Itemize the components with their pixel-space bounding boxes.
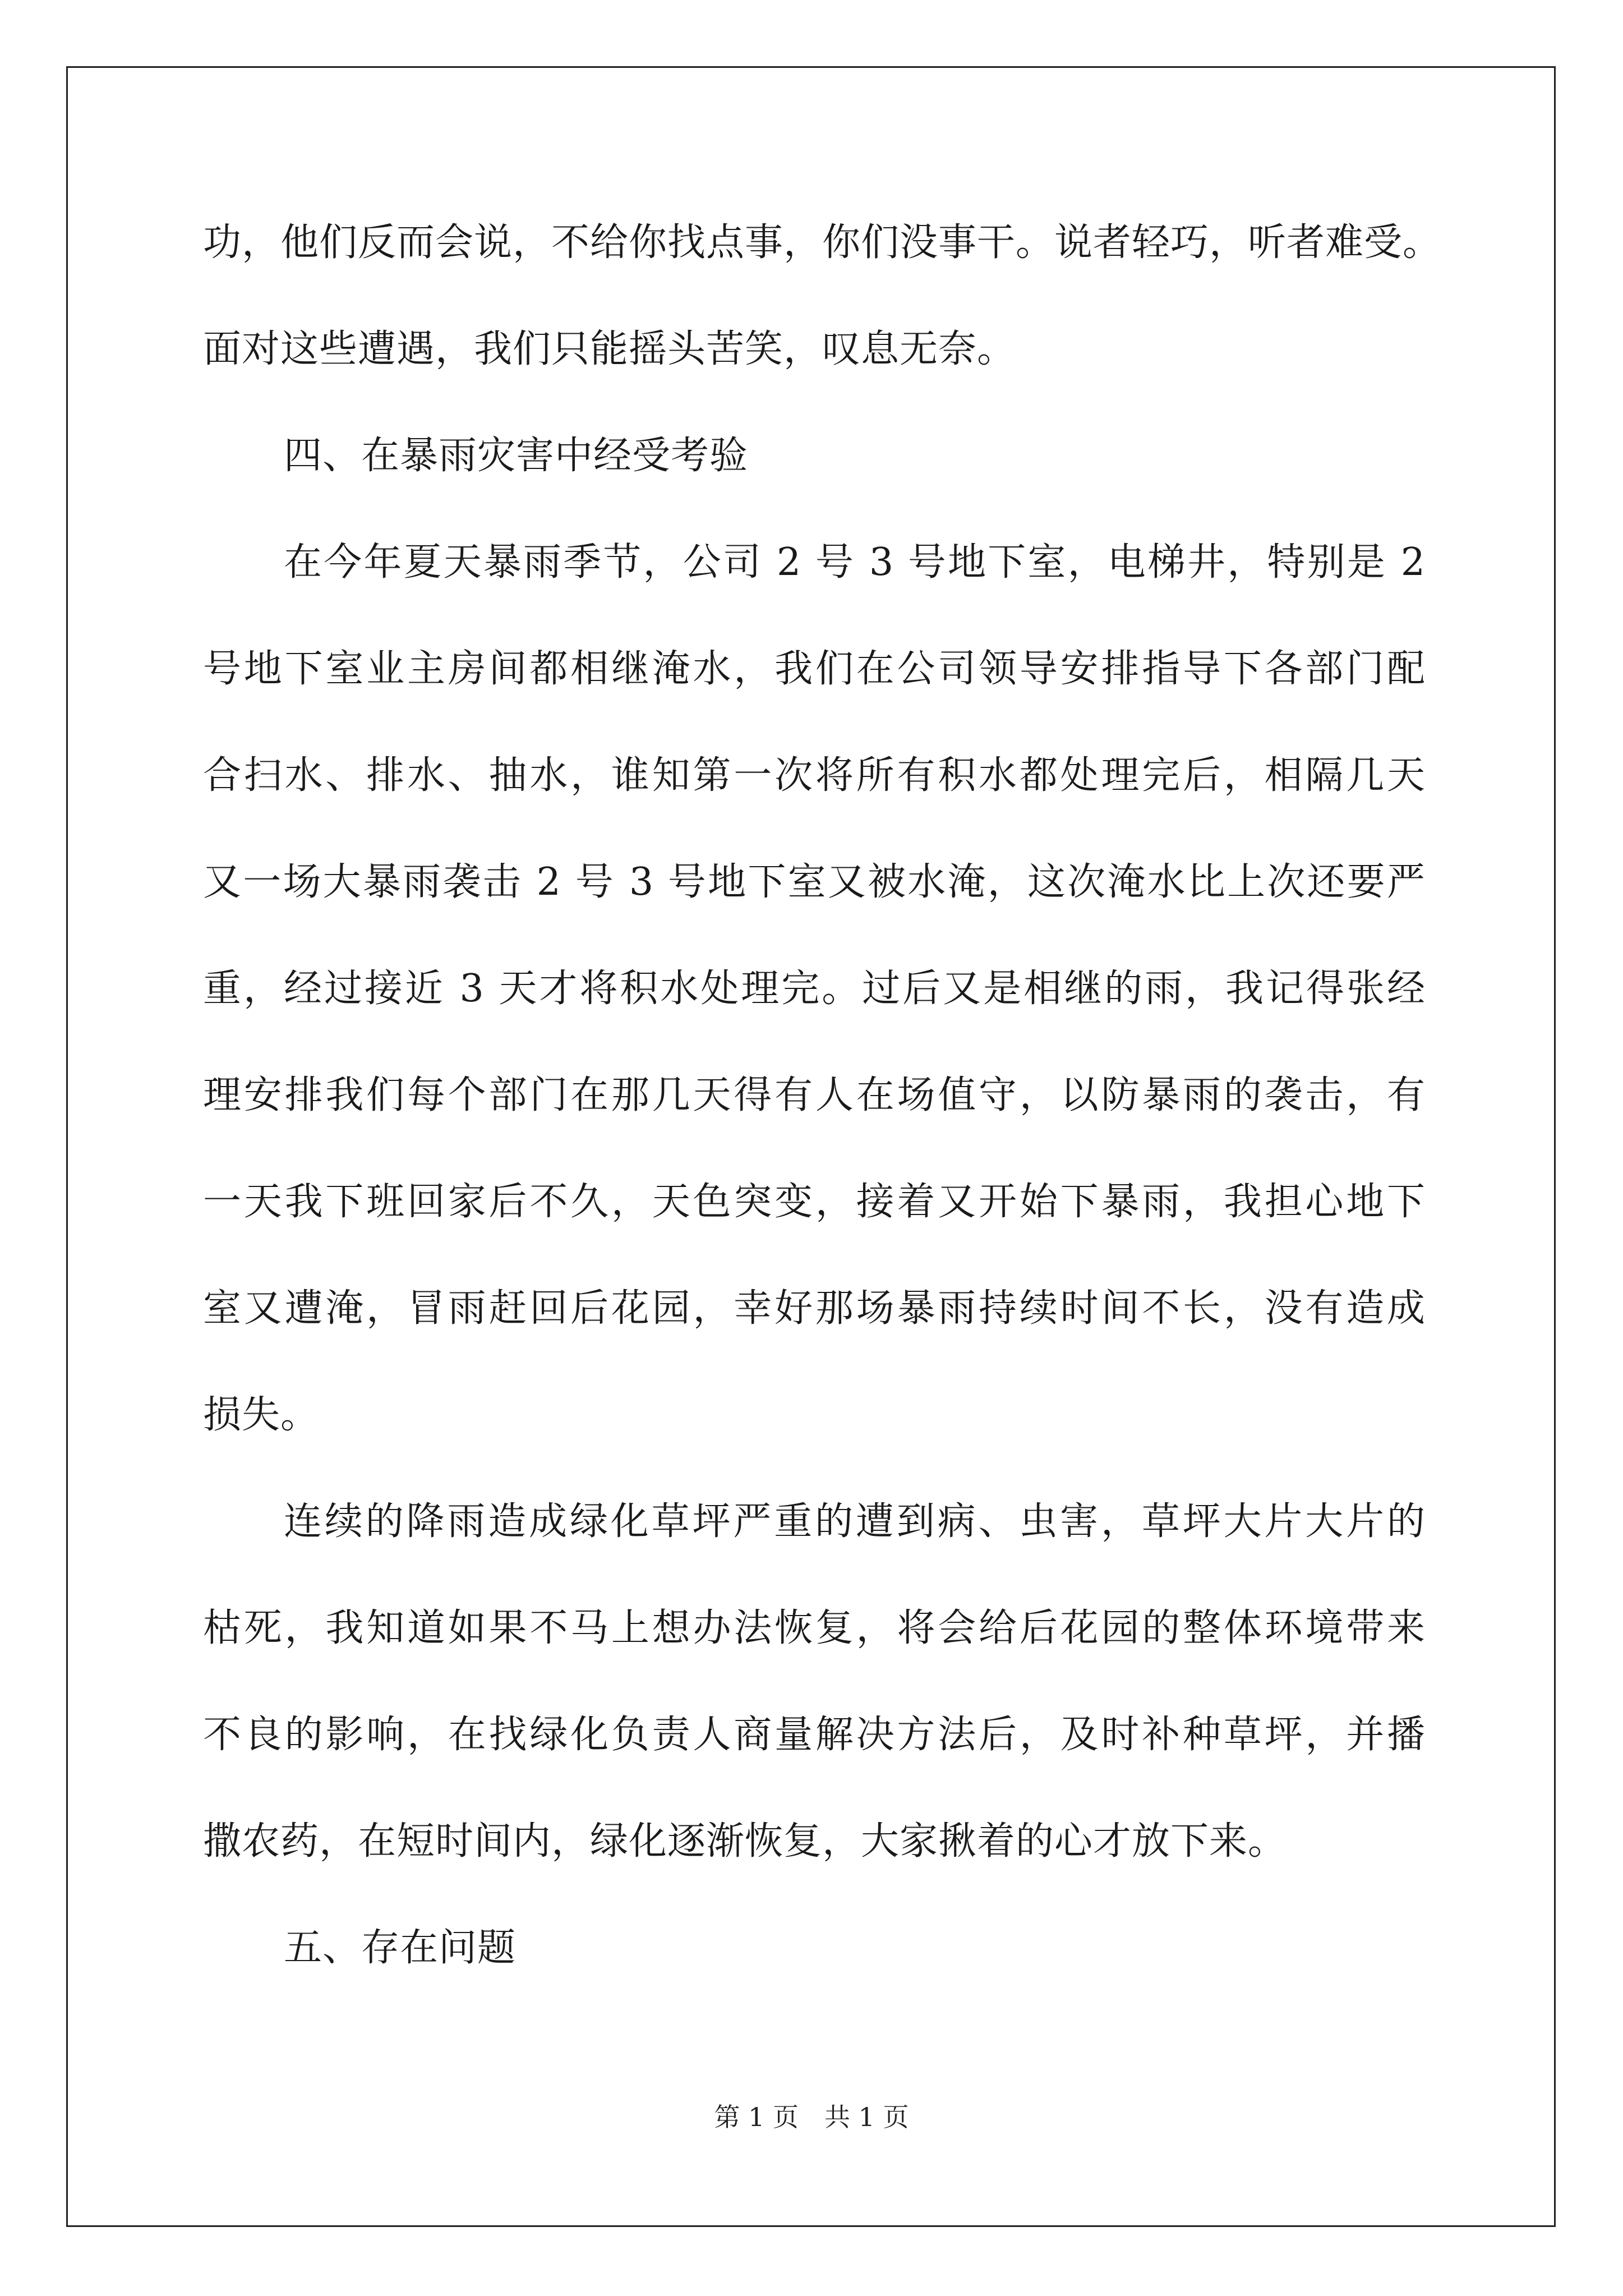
text-line: 合扫水、排水、抽水，谁知第一次将所有积水都处理完后，相隔几天 (203, 753, 1426, 798)
text-line: 功，他们反而会说，不给你找点事，你们没事干。说者轻巧，听者难受。 (203, 220, 1442, 265)
text-line: 损失。 (203, 1393, 320, 1437)
text-line: 枯死，我知道如果不马上想办法恢复，将会给后花园的整体环境带来 (203, 1606, 1426, 1650)
text-line: 四、在暴雨灾害中经受考验 (284, 434, 749, 478)
text-line: 不良的影响，在找绿化负责人商量解决方法后，及时补种草坪，并播 (203, 1713, 1426, 1757)
text-line: 一天我下班回家后不久，天色突变，接着又开始下暴雨，我担心地下 (203, 1180, 1426, 1224)
text-line: 撒农药，在短时间内，绿化逐渐恢复，大家揪着的心才放下来。 (203, 1819, 1287, 1864)
text-line: 又一场大暴雨袭击 2 号 3 号地下室又被水淹，这次淹水比上次还要严 (203, 860, 1426, 904)
text-line: 号地下室业主房间都相继淹水，我们在公司领导安排指导下各部门配 (203, 647, 1426, 691)
text-line: 面对这些遭遇，我们只能摇头苦笑，叹息无奈。 (203, 327, 1016, 371)
text-line: 室又遭淹，冒雨赶回后花园，幸好那场暴雨持续时间不长，没有造成 (203, 1286, 1426, 1331)
text-line: 连续的降雨造成绿化草坪严重的遭到病、虫害，草坪大片大片的 (284, 1499, 1426, 1544)
document-body (203, 210, 1442, 2022)
text-line: 重，经过接近 3 天才将积水处理完。过后又是相继的雨，我记得张经 (203, 967, 1426, 1011)
text-line: 在今年夏天暴雨季节，公司 2 号 3 号地下室，电梯井，特别是 2 (284, 540, 1426, 585)
text-line: 理安排我们每个部门在那几天得有人在场值守，以防暴雨的袭击，有 (203, 1073, 1426, 1117)
text-line: 五、存在问题 (284, 1926, 517, 1970)
page-footer: 第 1 页 共 1 页 (714, 2102, 909, 2132)
